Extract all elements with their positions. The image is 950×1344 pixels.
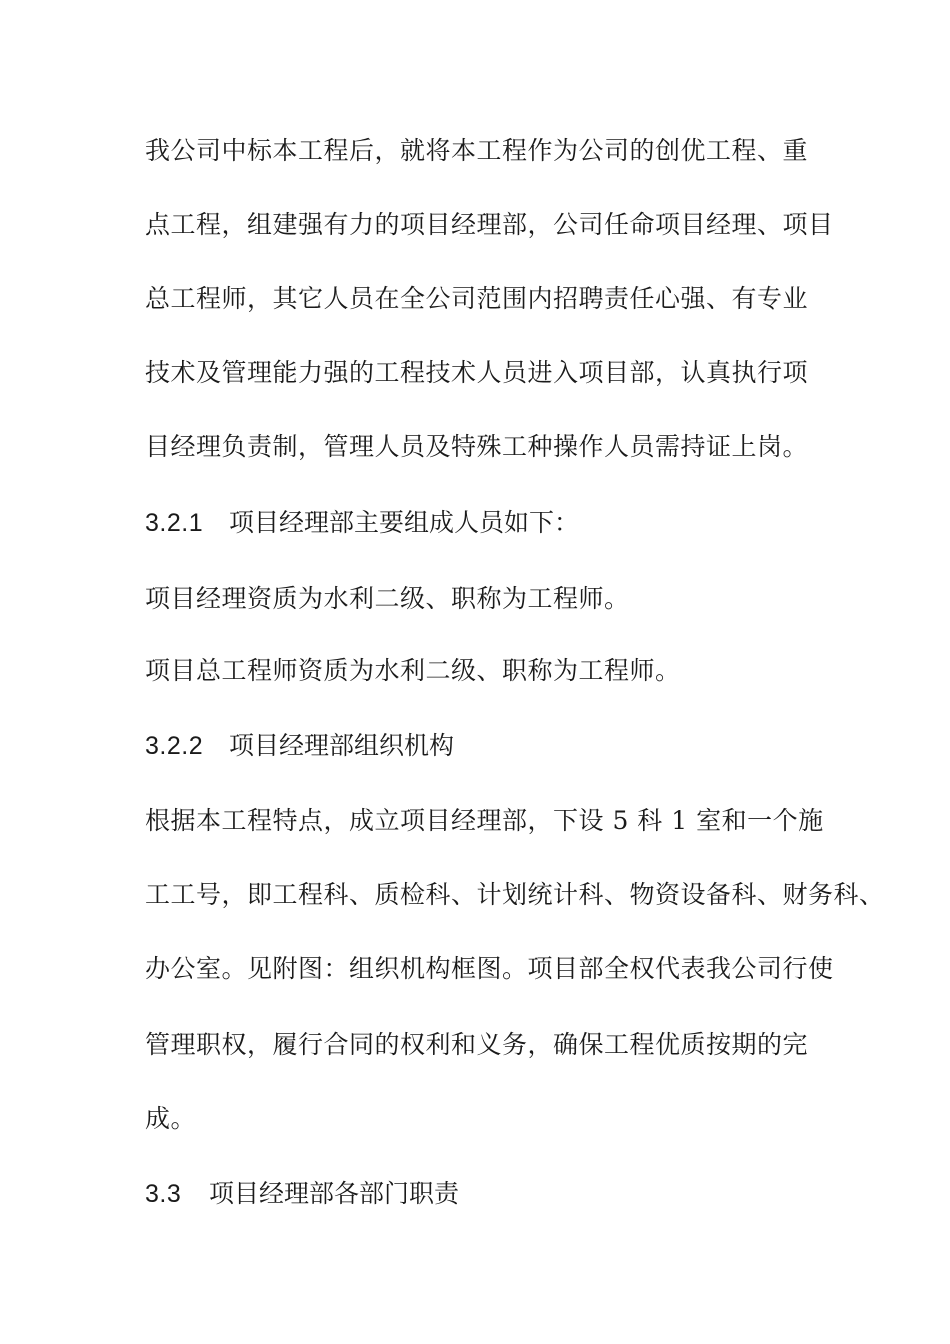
- section-number: 3.2.2: [145, 732, 204, 760]
- section-heading-3-2-2: [145, 731, 454, 761]
- paragraph-line: 技术及管理能力强的工程技术人员进入项目部，认真执行项: [145, 358, 809, 387]
- section-title: 项目经理部各部门职责: [209, 1179, 460, 1208]
- paragraph-line: 工工号，即工程科、质检科、计划统计科、物资设备科、财务科、: [145, 880, 885, 909]
- staff-line: 项目经理资质为水利二级、职称为工程师。: [145, 584, 630, 613]
- section-title: 项目经理部主要组成人员如下：: [229, 508, 580, 537]
- section-number: 3.2.1: [145, 509, 204, 537]
- section-heading-3-2-1: [145, 508, 579, 538]
- paragraph-line: 目经理负责制，管理人员及特殊工种操作人员需持证上岗。: [145, 432, 809, 461]
- paragraph-line: 管理职权，履行合同的权利和义务，确保工程优质按期的完: [145, 1030, 809, 1059]
- paragraph-line: 我公司中标本工程后，就将本工程作为公司的创优工程、重: [145, 136, 809, 165]
- section-number: 3.3: [145, 1180, 182, 1208]
- paragraph-line: 总工程师，其它人员在全公司范围内招聘责任心强、有专业: [145, 284, 809, 313]
- staff-line: 项目总工程师资质为水利二级、职称为工程师。: [145, 656, 681, 685]
- section-heading-3-3: [145, 1179, 459, 1209]
- paragraph-line: 点工程，组建强有力的项目经理部，公司任命项目经理、项目: [145, 210, 834, 239]
- paragraph-line: 根据本工程特点，成立项目经理部，下设 5 科 1 室和一个施: [145, 806, 824, 835]
- paragraph-line: 办公室。见附图：组织机构框图。项目部全权代表我公司行使: [145, 954, 834, 983]
- section-title: 项目经理部组织机构: [229, 731, 455, 760]
- paragraph-line: 成。: [145, 1104, 197, 1133]
